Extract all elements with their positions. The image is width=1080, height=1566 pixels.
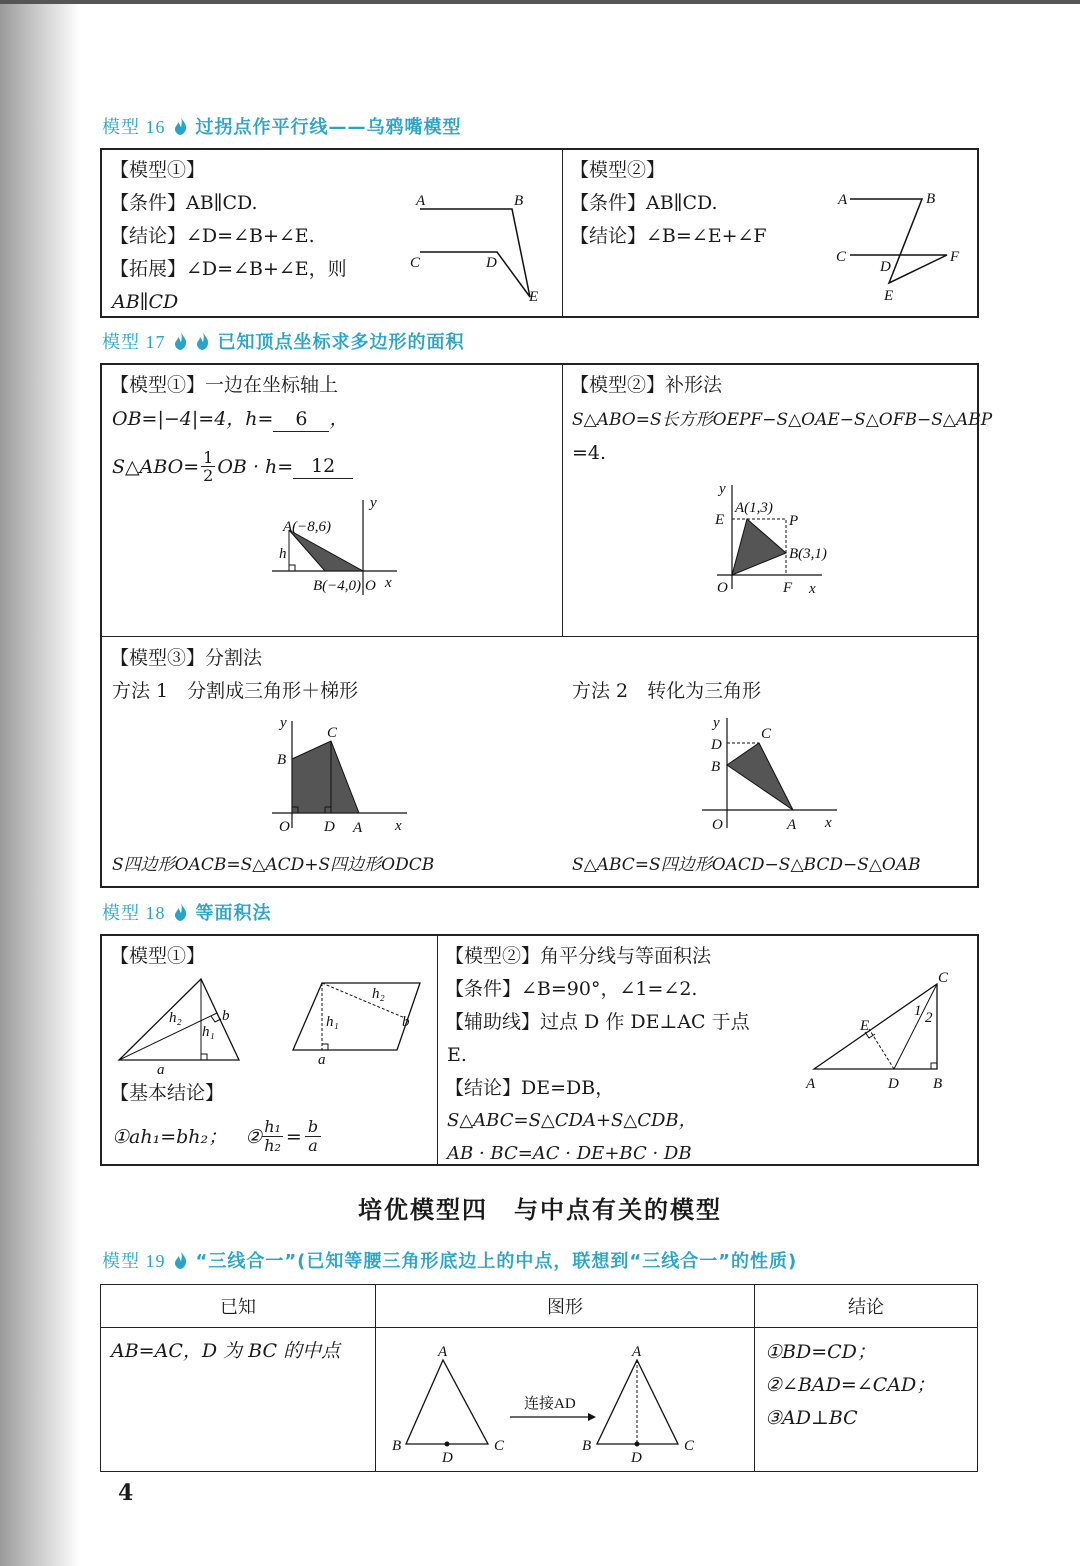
svg-text:E: E [529, 289, 539, 305]
m16-left-line1: 【模型①】 [110, 159, 206, 181]
model-16-number: 模型 16 [102, 117, 166, 137]
svg-text:2: 2 [925, 1010, 933, 1026]
svg-text:A(−8,6): A(−8,6) [283, 519, 332, 535]
svg-text:x: x [825, 815, 832, 831]
svg-text:B: B [926, 191, 936, 207]
model-19-heading [102, 1247, 797, 1273]
book-spine-shadow [0, 0, 80, 1566]
known-text: AB=AC，D 为 BC 的中点 [111, 1340, 341, 1362]
m18-right-line4: E. [447, 1044, 467, 1066]
m18-left-line1: 【模型①】 [110, 945, 206, 967]
m18-right-line5: 【结论】DE=DB， [445, 1077, 615, 1099]
svg-text:A: A [416, 193, 426, 209]
cell-conclusion [755, 1328, 978, 1472]
m19-figure [388, 1342, 738, 1466]
model-17-box [100, 363, 993, 888]
header-known: 已知 [101, 1285, 376, 1328]
svg-text:a: a [318, 1052, 326, 1068]
m18-right-line7: AB · BC=AC · DE+BC · DB [447, 1143, 692, 1164]
m18-result-2-prefix: ② [245, 1125, 263, 1148]
cell-known [101, 1328, 376, 1472]
fraction-num: b [305, 1118, 321, 1137]
table-row [101, 1328, 978, 1472]
m18-left-line2: 【基本结论】 [110, 1082, 225, 1104]
model-17-heading [102, 328, 465, 354]
conclusion-2: ②∠BAD=∠CAD； [765, 1374, 936, 1396]
model-19-table [100, 1284, 978, 1472]
m17-formula-2: S△ABC=S四边形OACD−S△BCD−S△OAB [572, 855, 921, 875]
svg-text:C: C [410, 255, 421, 271]
m16-right-line2: 【条件】AB∥CD. [570, 192, 718, 214]
svg-text:A(1,3): A(1,3) [735, 500, 773, 516]
m17-figure-4 [697, 713, 857, 838]
m18-right-line1: 【模型②】角平分线与等面积法 [445, 945, 712, 967]
fraction-num: 1 [203, 448, 214, 467]
m17-tl-line3-mid: OB · h= [217, 455, 294, 478]
m17-figure-1 [267, 495, 407, 605]
m17-tl-line3-text: S△ABO= [112, 455, 200, 478]
model-17-title: 已知顶点坐标求多边形的面积 [217, 332, 465, 353]
m16-figure-2 [832, 185, 972, 305]
fraction-den: a [308, 1136, 318, 1155]
m17-tr-line1: 【模型②】补形法 [570, 374, 723, 396]
model-18-number: 模型 18 [102, 903, 166, 923]
svg-text:y: y [713, 715, 720, 731]
model-16-heading [102, 113, 462, 139]
svg-text:A: A [806, 1076, 816, 1092]
svg-text:y: y [280, 715, 287, 731]
fraction-den: 2 [203, 466, 214, 485]
svg-text:B: B [582, 1438, 592, 1454]
m16-left-line2: 【条件】AB∥CD. [110, 192, 258, 214]
flame-icon [174, 1251, 188, 1269]
svg-text:B(3,1): B(3,1) [789, 546, 827, 562]
svg-text:D: D [880, 259, 891, 275]
cell-figure [376, 1328, 755, 1472]
model-19-title: “三线合一”(已知等腰三角形底边上的中点，联想到“三线合一”的性质) [195, 1251, 798, 1272]
conclusion-1: ①BD=CD； [765, 1341, 876, 1363]
svg-text:E: E [860, 1018, 870, 1034]
m17-tl-line2-end: ， [329, 408, 349, 430]
svg-text:C: C [327, 725, 338, 741]
m17-figure-2 [697, 477, 847, 597]
m17-tl-line3 [112, 449, 353, 484]
fraction-half [201, 449, 215, 484]
fraction-h [262, 1118, 283, 1155]
svg-text:C: C [836, 249, 847, 265]
svg-text:x: x [395, 818, 402, 834]
svg-text:D: D [442, 1450, 453, 1466]
svg-text:A: A [632, 1344, 642, 1360]
header-conclusion: 结论 [755, 1285, 978, 1328]
svg-text:B: B [933, 1076, 943, 1092]
svg-text:y: y [719, 481, 726, 497]
m17-method2: 方法 2 转化为三角形 [572, 680, 762, 702]
svg-text:C: C [761, 726, 772, 742]
svg-text:A: A [838, 192, 848, 208]
svg-text:D: D [631, 1450, 642, 1466]
svg-text:D: D [711, 737, 722, 753]
model-17-number: 模型 17 [102, 332, 166, 352]
flame-icon [174, 117, 188, 135]
m17-figure-3 [267, 713, 427, 838]
svg-text:h₂: h₂ [169, 1010, 182, 1026]
divider [562, 150, 563, 316]
page-number: 4 [118, 1480, 134, 1506]
divider [102, 636, 977, 637]
svg-text:x: x [809, 581, 816, 597]
svg-text:1: 1 [914, 1003, 922, 1019]
m18-right-line6: S△ABC=S△CDA+S△CDB， [447, 1110, 697, 1131]
m18-right-line3: 【辅助线】过点 D 作 DE⊥AC 于点 [445, 1011, 750, 1033]
svg-text:连接AD: 连接AD [524, 1396, 576, 1412]
m17-tr-line2: S△ABO=S长方形OEPF−S△OAE−S△OFB−S△ABP [572, 410, 993, 430]
m17-formula-1: S四边形OACB=S△ACD+S四边形ODCB [112, 855, 435, 875]
fraction-num: h₁ [264, 1117, 281, 1136]
svg-text:b: b [402, 1014, 410, 1030]
svg-text:F: F [783, 580, 793, 596]
model-18-title: 等面积法 [195, 903, 272, 924]
svg-text:E: E [715, 512, 725, 528]
m18-result-1: ①ah₁=bh₂； [112, 1125, 228, 1148]
m18-angle-bisector-figure [802, 972, 962, 1097]
model-19-number: 模型 19 [102, 1251, 166, 1271]
flame-icon [196, 332, 210, 350]
m16-figure-1 [402, 185, 552, 305]
m17-bottom-line1: 【模型③】分割法 [110, 647, 263, 669]
answer-blank-2: 12 [293, 454, 353, 479]
svg-text:B: B [277, 752, 287, 768]
svg-text:B(−4,0): B(−4,0) [313, 578, 362, 594]
section-title: 培优模型四 与中点有关的模型 [358, 1196, 722, 1224]
svg-text:D: D [486, 255, 497, 271]
m18-parallelogram-figure [290, 978, 430, 1068]
svg-text:D: D [888, 1076, 899, 1092]
svg-text:A: A [353, 820, 363, 836]
m17-tl-line2 [112, 407, 348, 432]
m18-right-line2: 【条件】∠B=90°，∠1=∠2. [445, 978, 698, 1000]
table-header-row [101, 1285, 978, 1328]
conclusion-3: ③AD⊥BC [765, 1407, 858, 1429]
svg-text:E: E [884, 288, 894, 304]
svg-text:C: C [684, 1438, 695, 1454]
svg-text:h: h [279, 546, 287, 562]
m17-tl-line2-text: OB=|−4|=4，h= [112, 408, 274, 430]
svg-text:O: O [717, 580, 728, 596]
model-18-heading [102, 899, 272, 925]
answer-blank-1: 6 [273, 407, 329, 432]
m18-triangle-figure [114, 976, 254, 1078]
model-16-box [100, 148, 979, 318]
svg-text:O: O [279, 819, 290, 835]
model-18-box [100, 934, 979, 1166]
svg-text:B: B [711, 759, 721, 775]
svg-text:A: A [438, 1344, 448, 1360]
svg-text:C: C [494, 1438, 505, 1454]
svg-text:F: F [950, 249, 960, 265]
svg-text:B: B [514, 193, 524, 209]
svg-text:D: D [324, 819, 335, 835]
svg-text:O: O [365, 578, 376, 594]
m16-left-line5: AB∥CD [112, 291, 179, 313]
m17-method1: 方法 1 分割成三角形＋梯形 [112, 680, 359, 702]
flame-icon [174, 903, 188, 921]
fraction-ba [305, 1118, 321, 1155]
m16-left-line4: 【拓展】∠D=∠B+∠E，则 [110, 258, 347, 280]
svg-text:B: B [392, 1438, 402, 1454]
svg-text:h₁: h₁ [202, 1024, 215, 1040]
model-16-title: 过拐点作平行线——乌鸦嘴模型 [195, 117, 462, 138]
svg-text:a: a [157, 1062, 165, 1078]
flame-icon [174, 332, 188, 350]
equals-sign: = [285, 1125, 302, 1148]
svg-text:A: A [787, 817, 797, 833]
svg-text:C: C [938, 970, 949, 986]
svg-text:y: y [370, 495, 377, 511]
m17-tl-line1: 【模型①】一边在坐标轴上 [110, 374, 339, 396]
fraction-den: h₂ [264, 1136, 281, 1155]
svg-text:x: x [385, 575, 392, 591]
divider [437, 936, 438, 1164]
m16-right-line3: 【结论】∠B=∠E+∠F [570, 225, 767, 247]
divider [562, 365, 563, 637]
svg-text:h₂: h₂ [372, 986, 385, 1002]
top-edge [0, 0, 1080, 4]
svg-text:P: P [789, 513, 799, 529]
m16-right-line1: 【模型②】 [570, 159, 666, 181]
m16-left-line3: 【结论】∠D=∠B+∠E. [110, 225, 315, 247]
svg-text:h₁: h₁ [326, 1014, 339, 1030]
m17-tr-line3: =4. [572, 442, 607, 464]
m18-left-line3 [112, 1118, 321, 1155]
svg-text:O: O [712, 817, 723, 833]
svg-text:b: b [222, 1008, 230, 1024]
header-figure: 图形 [376, 1285, 755, 1328]
